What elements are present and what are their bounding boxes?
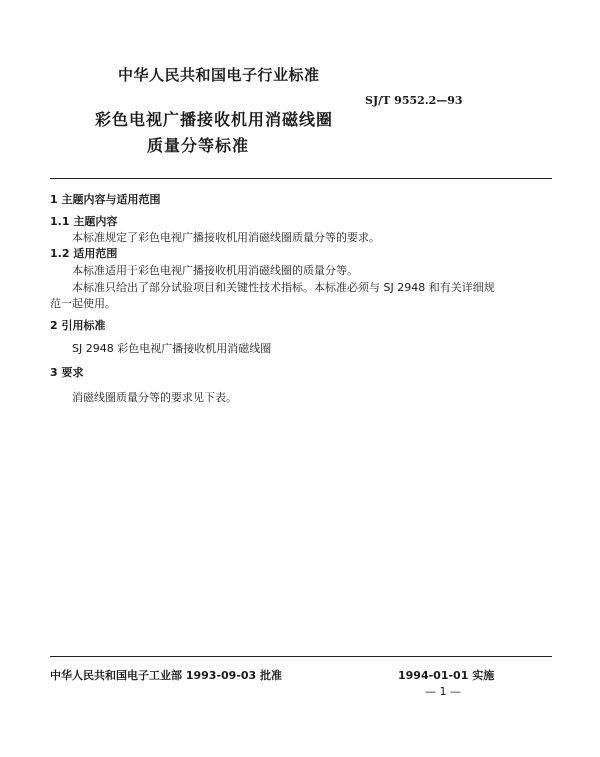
document-title-line1: 彩色电视广播接收机用消磁线圈 [95, 110, 334, 129]
section-1-1-heading: 1.1 主题内容 [50, 215, 118, 228]
section-1-2-text-3: 范一起使用。 [50, 297, 116, 310]
section-1-2-text-2: 本标准只给出了部分试验项目和关键性技术指标。本标准必须与 SJ 2948 和有关详细规 [72, 281, 495, 294]
approval-statement: 中华人民共和国电子工业部 1993-09-03 批准 [50, 669, 283, 682]
document-title-line2: 质量分等标准 [147, 136, 250, 155]
section-3-heading: 3 要求 [50, 366, 84, 379]
header-divider [50, 178, 552, 179]
section-1-heading: 1 主题内容与适用范围 [50, 193, 161, 206]
normative-reference: SJ 2948 彩色电视广播接收机用消磁线圈 [72, 342, 272, 355]
section-1-1-text: 本标准规定了彩色电视广播接收机用消磁线圈质量分等的要求。 [72, 231, 380, 244]
footer-divider [50, 656, 552, 657]
implementation-date: 1994-01-01 实施 [398, 669, 495, 682]
standard-number: SJ/T 9552.2—93 [365, 94, 463, 107]
section-1-2-heading: 1.2 适用范围 [50, 247, 118, 260]
page-number: — 1 — [425, 685, 461, 698]
section-3-text: 消磁线圈质量分等的要求见下表。 [72, 391, 237, 404]
section-2-heading: 2 引用标准 [50, 319, 106, 332]
issuing-authority-header: 中华人民共和国电子行业标准 [118, 66, 320, 84]
section-1-2-text-1: 本标准适用于彩色电视广播接收机用消磁线圈的质量分等。 [72, 264, 358, 277]
